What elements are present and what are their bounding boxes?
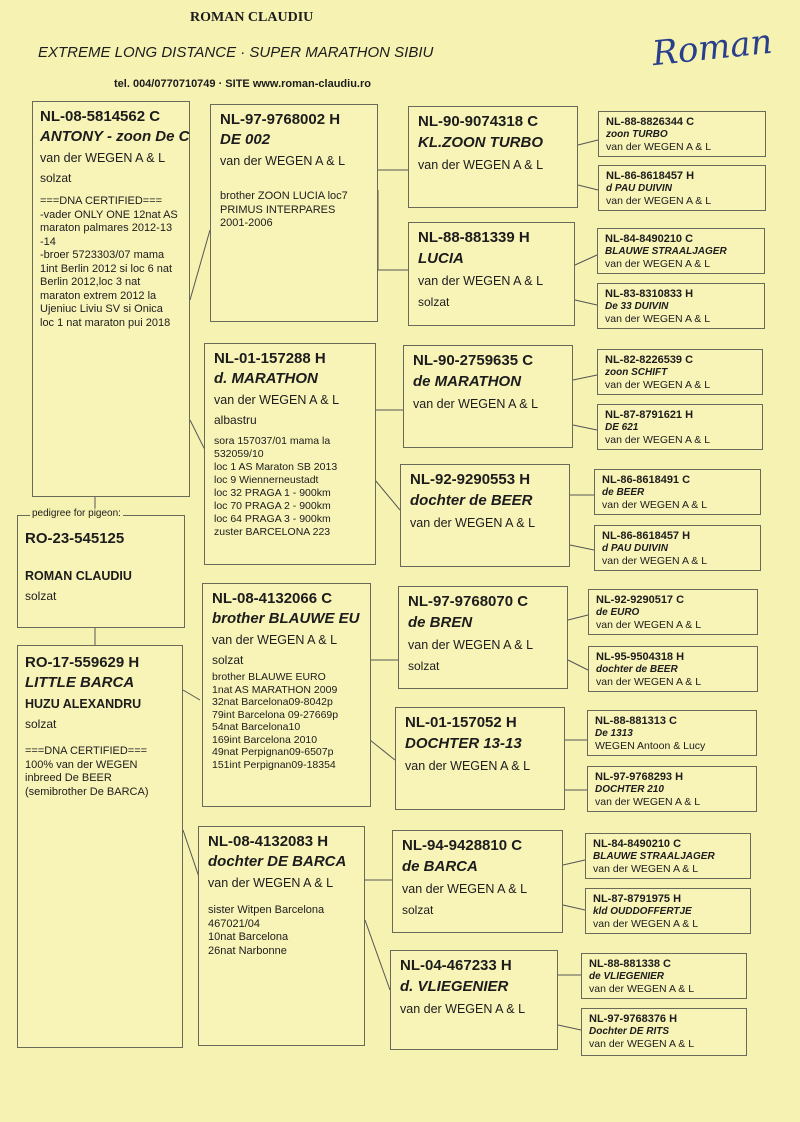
gen3-owner: van der WEGEN A & L — [408, 638, 534, 652]
gen4-name: d PAU DUIVIN — [606, 183, 672, 194]
gen3-owner: van der WEGEN A & L — [405, 759, 531, 773]
gen4-owner: van der WEGEN A & L — [605, 313, 711, 325]
gen3-ring: NL-01-157052 H — [405, 714, 517, 731]
gen3-name: dochter de BEER — [410, 492, 533, 509]
gen3-name: d. VLIEGENIER — [400, 978, 509, 995]
gen3-name: de MARATHON — [413, 373, 522, 390]
gen2-owner: van der WEGEN A & L — [208, 876, 334, 890]
gen4-ring: NL-84-8490210 C — [593, 838, 682, 850]
gen4-name: DOCHTER 210 — [595, 784, 664, 795]
gen4-name: DE 621 — [605, 422, 639, 433]
gen3-name: de BARCA — [402, 858, 478, 875]
gen3-owner: van der WEGEN A & L — [402, 882, 528, 896]
sire-color: solzat — [40, 171, 72, 185]
gen2-name: d. MARATHON — [214, 370, 318, 387]
sire-ring: NL-08-5814562 C — [40, 108, 161, 125]
gen4-name: dochter de BEER — [596, 664, 678, 675]
gen2-notes: brother ZOON LUCIA loc7 PRIMUS INTERPARES 2001-2006 — [220, 190, 348, 229]
gen2-color: solzat — [212, 653, 244, 667]
gen4-card — [598, 165, 766, 211]
gen2-name: DE 002 — [220, 131, 271, 148]
gen3-ring: NL-88-881339 H — [418, 229, 530, 246]
sire-card — [32, 101, 190, 497]
gen3-owner: van der WEGEN A & L — [413, 397, 539, 411]
gen4-name: de BEER — [602, 487, 645, 498]
gen4-owner: van der WEGEN A & L — [605, 258, 711, 270]
gen2-owner: van der WEGEN A & L — [214, 393, 340, 407]
gen4-owner: van der WEGEN A & L — [595, 796, 701, 808]
gen3-name: de BREN — [408, 614, 473, 631]
gen2-ring: NL-01-157288 H — [214, 350, 326, 367]
gen4-ring: NL-92-9290517 C — [596, 594, 685, 606]
gen4-ring: NL-88-881313 C — [595, 715, 677, 727]
gen4-owner: WEGEN Antoon & Lucy — [595, 740, 706, 752]
subject-card — [17, 515, 185, 628]
signature: Roman — [650, 21, 775, 75]
dam-owner: HUZU ALEXANDRU — [25, 697, 142, 711]
gen4-owner: van der WEGEN A & L — [589, 983, 695, 995]
subtitle: EXTREME LONG DISTANCE · SUPER MARATHON SIBIU — [38, 44, 434, 61]
gen4-card — [585, 888, 751, 934]
gen4-card — [588, 589, 758, 635]
gen3-name: KL.ZOON TURBO — [418, 134, 543, 151]
sire-name: ANTONY - zoon De C — [40, 128, 190, 145]
gen4-ring: NL-82-8226539 C — [605, 354, 694, 366]
gen3-card — [400, 464, 570, 567]
gen4-owner: van der WEGEN A & L — [606, 195, 712, 207]
gen4-ring: NL-88-881338 C — [589, 958, 671, 970]
gen4-name: De 1313 — [595, 728, 633, 739]
gen4-ring: NL-87-8791975 H — [593, 893, 682, 905]
gen3-owner: van der WEGEN A & L — [418, 158, 544, 172]
gen3-color: solzat — [408, 659, 440, 673]
gen4-card — [597, 283, 765, 329]
gen4-card — [588, 646, 758, 692]
gen4-owner: van der WEGEN A & L — [605, 434, 711, 446]
gen4-name: De 33 DUIVIN — [605, 301, 669, 312]
subject-color: solzat — [25, 589, 57, 603]
gen4-card — [594, 469, 761, 515]
gen4-name: de VLIEGENIER — [589, 971, 665, 982]
gen3-ring: NL-94-9428810 C — [402, 837, 523, 854]
gen3-owner: van der WEGEN A & L — [400, 1002, 526, 1016]
gen4-name: BLAUWE STRAALJAGER — [605, 246, 727, 257]
gen2-ring: NL-97-9768002 H — [220, 111, 341, 128]
gen2-ring: NL-08-4132066 C — [212, 590, 333, 607]
gen3-name: LUCIA — [418, 250, 464, 267]
gen4-owner: van der WEGEN A & L — [602, 555, 708, 567]
gen2-owner: van der WEGEN A & L — [220, 154, 346, 168]
gen4-ring: NL-84-8490210 C — [605, 233, 694, 245]
gen4-owner: van der WEGEN A & L — [589, 1038, 695, 1050]
gen3-name: DOCHTER 13-13 — [405, 735, 522, 752]
gen4-name: Dochter DE RITS — [589, 1026, 670, 1037]
dam-name: LITTLE BARCA — [25, 674, 135, 691]
gen4-card — [597, 228, 765, 274]
sire-notes: ===DNA CERTIFIED=== -vader ONLY ONE 12nat AS maraton palmares 2012-13 -14 -broer 5723303/07 mama 1int Berlin 2012 si loc 6 nat Berlin 2012,loc 3 nat maraton extrem 2012 la Ujeniuc Liviu SV si Onica loc 1 nat maraton pui 2018 — [40, 195, 178, 329]
gen2-name: dochter DE BARCA — [208, 853, 347, 870]
gen4-card — [581, 1008, 747, 1056]
gen2-card — [198, 826, 365, 1046]
gen4-card — [597, 404, 763, 450]
gen4-ring: NL-83-8310833 H — [605, 288, 694, 300]
gen3-card — [390, 950, 558, 1050]
subject-owner: ROMAN CLAUDIU — [25, 569, 132, 583]
gen4-owner: van der WEGEN A & L — [602, 499, 708, 511]
gen4-name: zoon SCHIFT — [605, 367, 668, 378]
gen4-name: BLAUWE STRAALJAGER — [593, 851, 715, 862]
gen4-owner: van der WEGEN A & L — [596, 619, 702, 631]
gen4-ring: NL-86-8618457 H — [606, 170, 695, 182]
gen3-card — [392, 830, 563, 933]
contact-line: tel. 004/0770710749 · SITE www.roman-claudiu.ro — [114, 78, 371, 90]
dam-ring: RO-17-559629 H — [25, 654, 140, 671]
gen4-name: de EURO — [596, 607, 640, 618]
gen3-ring: NL-04-467233 H — [400, 957, 512, 974]
gen3-ring: NL-92-9290553 H — [410, 471, 531, 488]
gen2-card — [210, 104, 378, 322]
gen4-owner: van der WEGEN A & L — [605, 379, 711, 391]
dam-notes: ===DNA CERTIFIED=== 100% van der WEGEN inbreed De BEER (semibrother De BARCA) — [25, 745, 149, 798]
gen2-card — [204, 343, 376, 565]
gen4-card — [587, 766, 757, 812]
pedigree-caption: pedigree for pigeon: — [32, 508, 121, 519]
gen3-card — [408, 106, 578, 208]
gen4-name: kld OUDDOFFERTJE — [593, 906, 692, 917]
gen3-ring: NL-90-9074318 C — [418, 113, 539, 130]
gen4-owner: van der WEGEN A & L — [596, 676, 702, 688]
gen3-ring: NL-97-9768070 C — [408, 593, 529, 610]
gen4-card — [597, 349, 763, 395]
gen3-owner: van der WEGEN A & L — [418, 274, 544, 288]
gen2-owner: van der WEGEN A & L — [212, 633, 338, 647]
gen4-card — [594, 525, 761, 571]
breeder-title: ROMAN CLAUDIU — [190, 10, 314, 25]
gen3-card — [398, 586, 568, 689]
gen3-card — [395, 707, 565, 810]
gen3-card — [403, 345, 573, 448]
gen4-name: d PAU DUIVIN — [602, 543, 668, 554]
gen4-ring: NL-87-8791621 H — [605, 409, 694, 421]
gen2-card — [202, 583, 371, 807]
gen3-owner: van der WEGEN A & L — [410, 516, 536, 530]
gen2-notes: sister Witpen Barcelona 467021/04 10nat Barcelona 26nat Narbonne — [208, 904, 325, 957]
gen4-owner: van der WEGEN A & L — [606, 141, 712, 153]
gen4-ring: NL-95-9504318 H — [596, 651, 685, 663]
gen4-card — [585, 833, 751, 879]
gen2-color: albastru — [214, 413, 257, 427]
gen3-color: solzat — [418, 295, 450, 309]
gen2-notes: brother BLAUWE EURO 1nat AS MARATHON 2009 32nat Barcelona09-8042p 79int Barcelona 09-27669p 54nat Barcelona10 169int Barcelona 2010 49nat Perpignan09-6507p 151int Perpignan09-18354 — [212, 671, 339, 771]
gen4-ring: NL-97-9768376 H — [589, 1013, 678, 1025]
subject-ring: RO-23-545125 — [25, 530, 125, 547]
gen4-ring: NL-86-8618491 C — [602, 474, 691, 486]
gen4-ring: NL-88-8826344 C — [606, 116, 695, 128]
gen4-owner: van der WEGEN A & L — [593, 863, 699, 875]
gen4-owner: van der WEGEN A & L — [593, 918, 699, 930]
gen3-ring: NL-90-2759635 C — [413, 352, 534, 369]
gen4-card — [598, 111, 766, 157]
gen4-card — [581, 953, 747, 999]
gen3-color: solzat — [402, 903, 434, 917]
gen3-card — [408, 222, 575, 326]
sire-owner: van der WEGEN A & L — [40, 151, 166, 165]
gen2-ring: NL-08-4132083 H — [208, 833, 329, 850]
gen4-ring: NL-86-8618457 H — [602, 530, 691, 542]
dam-card — [17, 645, 183, 1048]
gen4-name: zoon TURBO — [606, 129, 668, 140]
gen4-ring: NL-97-9768293 H — [595, 771, 684, 783]
gen4-card — [587, 710, 757, 756]
gen2-notes: sora 157037/01 mama la 532059/10 loc 1 AS Maraton SB 2013 loc 9 Wiennerneustadt loc 32 PRAGA 1 - 900km loc 70 PRAGA 2 - 900km loc 64 PRAGA 3 - 900km zuster BARCELONA 223 — [214, 435, 338, 538]
gen2-name: brother BLAUWE EU — [212, 610, 360, 627]
dam-color: solzat — [25, 717, 57, 731]
